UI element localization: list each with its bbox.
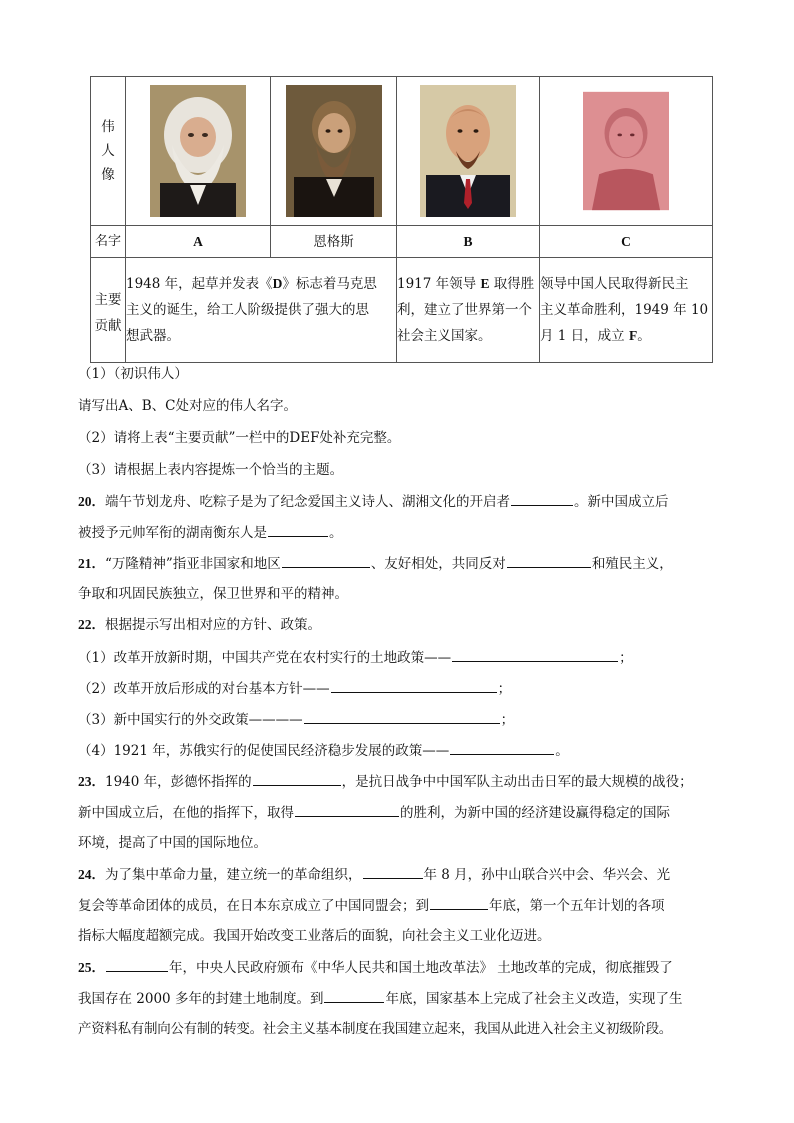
q22-blank-3[interactable]	[304, 709, 500, 724]
q24-blank-2[interactable]	[430, 895, 488, 910]
contribution-c	[540, 258, 713, 363]
q25-text: 年底，国家基本上完成了社会主义改造，实现了生	[385, 991, 683, 1007]
blank-e: E	[480, 276, 490, 291]
q20-blank-2[interactable]	[268, 522, 328, 537]
q20-text: 。新中国成立后	[574, 494, 669, 510]
q20-blank-1[interactable]	[511, 491, 573, 506]
q23-text: ，是抗日战争中中国军队主动出击日军的最大规模的战役；	[341, 774, 693, 790]
row-header-name: 名字	[91, 226, 126, 258]
contrib-text: 。	[637, 328, 651, 344]
great-figures-table	[90, 76, 713, 363]
q23-line2	[78, 802, 670, 823]
header-char: 像	[101, 167, 115, 183]
q20-line2	[78, 522, 343, 543]
q24-line3: 指标大幅度超额完成。我国开始改变工业落后的面貌，向社会主义工业化迈进。	[78, 928, 551, 944]
contribution-marx-engels	[126, 258, 397, 363]
engels-portrait-icon	[286, 85, 382, 217]
q22-sub4	[78, 740, 569, 761]
q20-text: 。	[329, 525, 343, 541]
contrib-text: 社会主义国家。	[397, 328, 492, 344]
contrib-text: 想武器。	[126, 328, 180, 344]
q19-sub3: （3）请根据上表内容提炼一个恰当的主题。	[78, 462, 344, 478]
q22-blank-1[interactable]	[452, 647, 618, 662]
contrib-text: 利，建立了世界第一个	[397, 302, 532, 318]
q23-line3: 环境，提高了中国的国际地位。	[78, 835, 267, 851]
q21-blank-2[interactable]	[507, 553, 591, 568]
q20-text: 被授予元帅军衔的湖南衡东人是	[78, 525, 267, 541]
q23-blank-2[interactable]	[295, 802, 399, 817]
contrib-text: 1948 年，起草并发表《	[126, 276, 273, 292]
q22-sub3	[78, 709, 514, 730]
q25-line3: 产资料私有制向公有制的转变。社会主义基本制度在我国建立起来，我国从此进入社会主义初级阶段。	[78, 1021, 672, 1037]
q24-text: 复会等革命团体的成员，在日本东京成立了中国同盟会；到	[78, 898, 429, 914]
q25-line1	[78, 957, 673, 978]
contrib-text: 主义的诞生，给工人阶级提供了强大的思	[126, 302, 369, 318]
question-number: 23．	[78, 774, 105, 789]
question-number: 22．	[78, 617, 105, 632]
row-header-portrait	[91, 77, 126, 226]
q22-sub2	[78, 678, 511, 699]
q25-text: 我国存在 2000 多年的封建土地制度。到	[78, 991, 324, 1007]
q24-blank-1[interactable]	[363, 864, 423, 879]
name-c: C	[540, 226, 713, 258]
q22-text: （1）改革开放新时期，中国共产党在农村实行的土地政策——	[78, 650, 452, 666]
name-b: B	[397, 226, 540, 258]
contrib-text: 主义革命胜利，1949 年 10	[540, 302, 709, 318]
marx-portrait-icon	[150, 85, 246, 217]
question-number: 25．	[78, 960, 105, 975]
q22-text: （2）改革开放后形成的对台基本方针——	[78, 681, 330, 697]
q24-text: 年 8 月，孙中山联合兴中会、华兴会、光	[423, 867, 671, 883]
portrait-cell-a	[126, 77, 271, 226]
header-char: 伟	[101, 119, 115, 135]
q22-text: ；	[497, 681, 512, 697]
q22-text: 根据提示写出相对应的方针、政策。	[105, 617, 321, 633]
q21-text: 、友好相处，共同反对	[370, 556, 506, 572]
q24-text: 为了集中革命力量，建立统一的革命组织，	[105, 867, 362, 883]
mao-portrait-icon	[583, 86, 669, 216]
q21-line1	[78, 553, 673, 574]
q22-blank-2[interactable]	[331, 678, 497, 693]
row-header-contribution	[91, 258, 126, 363]
q20-line1	[78, 491, 669, 512]
name-engels: 恩格斯	[271, 226, 397, 258]
contrib-text: 取得胜	[489, 276, 535, 292]
q23-text: 的胜利，为新中国的经济建设赢得稳定的国际	[400, 805, 670, 821]
portrait-cell-engels	[271, 77, 397, 226]
q24-text: 年底，第一个五年计划的各项	[489, 898, 665, 914]
q21-text: 和殖民主义，	[591, 556, 673, 572]
q24-line2	[78, 895, 665, 916]
contribution-b	[397, 258, 540, 363]
contrib-text: 》标志着马克思	[282, 276, 377, 292]
contrib-text: 领导中国人民取得新民主	[540, 276, 689, 292]
q19-sub1: （1）（初识伟人）	[78, 366, 188, 382]
q22-text: 。	[555, 743, 569, 759]
q21-text: “万隆精神”指亚非国家和地区	[105, 556, 281, 572]
header-text: 主要	[94, 292, 122, 308]
contrib-text: 1917 年领导	[397, 276, 481, 292]
header-char: 人	[101, 143, 115, 159]
q21-line2: 争取和巩固民族独立，保卫世界和平的精神。	[78, 586, 348, 602]
name-a: A	[126, 226, 271, 258]
lenin-portrait-icon	[420, 85, 516, 217]
q24-line1	[78, 864, 670, 885]
question-number: 24．	[78, 867, 105, 882]
q23-text: 1940 年，彭德怀指挥的	[105, 774, 252, 790]
blank-d: D	[272, 276, 283, 291]
q19-sub1-text: 请写出A、B、C处对应的伟人名字。	[78, 398, 297, 414]
portrait-cell-b	[397, 77, 540, 226]
q25-text: 年，中央人民政府颁布《中华人民共和国土地改革法》 土地改革的完成，彻底摧毁了	[169, 960, 673, 976]
q23-line1	[78, 771, 693, 792]
question-number: 20．	[78, 494, 105, 509]
q20-text: 端午节划龙舟、吃粽子是为了纪念爱国主义诗人、湖湘文化的开启者	[105, 494, 510, 510]
q22-text: ；	[500, 712, 515, 728]
q22-text: （4）1921 年，苏俄实行的促使国民经济稳步发展的政策——	[78, 743, 450, 759]
q19-sub2: （2）请将上表“主要贡献”一栏中的DEF处补充完整。	[78, 430, 401, 446]
q22-title	[78, 615, 321, 635]
header-text: 贡献	[94, 318, 122, 334]
q23-text: 新中国成立后，在他的指挥下，取得	[78, 805, 294, 821]
q25-blank-2[interactable]	[324, 988, 384, 1003]
q25-blank-1[interactable]	[106, 957, 168, 972]
q22-sub1	[78, 647, 633, 668]
q22-text: ；	[619, 650, 633, 666]
blank-f: F	[628, 328, 638, 343]
contrib-text: 月 1 日，成立	[540, 328, 629, 344]
q21-blank-1[interactable]	[282, 553, 370, 568]
q23-blank-1[interactable]	[253, 771, 341, 786]
q22-text: （3）新中国实行的外交政策————	[78, 712, 303, 728]
portrait-cell-c	[540, 77, 713, 226]
q22-blank-4[interactable]	[450, 740, 554, 755]
q25-line2	[78, 988, 682, 1009]
question-number: 21．	[78, 556, 105, 571]
